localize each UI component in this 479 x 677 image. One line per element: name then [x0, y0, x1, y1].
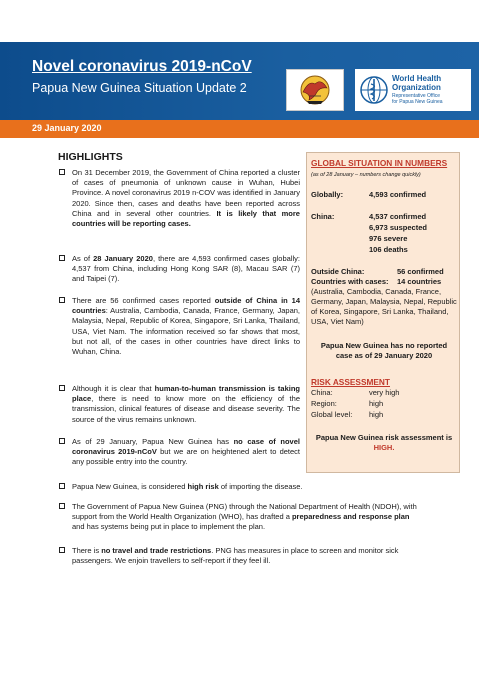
bullet-text: On 31 December 2019, the Government of China reported a cluster of cases of pneumonia of unknown cause in Wuhan, Hubei Province. A novel coronavirus 2019 n-COV was identified in January 2020. Since then, cases and deaths have been reported across China and in several other countries.	[72, 168, 300, 218]
bullet-text: The Government of Papua New Guinea (PNG) through the National Department of Health (NDOH), with support from the World Health Organization (WHO), has drafted a	[72, 502, 417, 522]
highlights-title: HIGHLIGHTS	[58, 151, 123, 163]
china-deaths: 106 deaths	[369, 245, 408, 254]
china-label: China:	[311, 212, 335, 221]
png-risk-text: Papua New Guinea risk assessment is	[315, 433, 453, 442]
bullet-bold: 28 January 2020	[93, 254, 153, 263]
bullet-text: but we are on heightened alert to detect any possible entry into the country.	[72, 447, 300, 467]
who-logo	[355, 69, 471, 111]
bullet-text: As of	[72, 254, 94, 263]
checkbox-bullet-icon	[59, 297, 65, 303]
bullet-text: As of 29 January, Papua New Guinea has	[72, 437, 234, 446]
highlight-bullet-1	[72, 168, 300, 229]
checkbox-bullet-icon	[59, 547, 65, 553]
highlight-bullet-5	[72, 437, 300, 468]
countries-label: Countries with cases:	[311, 277, 389, 286]
bullet-text: Papua New Guinea, is considered	[72, 482, 188, 491]
date-bar	[0, 120, 479, 138]
bullet-bold: no travel and trade restrictions	[101, 546, 212, 555]
highlight-bullet-3	[72, 296, 300, 357]
countries-value: 14 countries	[397, 277, 442, 286]
china-suspected: 6,973 suspected	[369, 223, 427, 232]
checkbox-bullet-icon	[59, 255, 65, 261]
checkbox-bullet-icon	[59, 503, 65, 509]
who-office	[392, 93, 443, 105]
global-situation-note: (as of 28 January – numbers change quickly)	[311, 172, 421, 178]
outside-china-label: Outside China:	[311, 267, 365, 276]
bullet-bold: preparedness and response plan	[291, 512, 410, 522]
highlight-bullet-8	[72, 546, 422, 566]
risk-region-label: Region:	[311, 399, 337, 408]
checkbox-bullet-icon	[59, 169, 65, 175]
document-subtitle: Papua New Guinea Situation Update 2	[32, 81, 247, 95]
who-office-line2: for Papua New Guinea	[392, 99, 443, 105]
who-office-line1: Representative Office	[392, 93, 440, 99]
document-title: Novel coronavirus 2019-nCoV	[32, 58, 252, 75]
who-emblem-icon	[359, 75, 389, 105]
global-situation-title: GLOBAL SITUATION IN NUMBERS	[311, 158, 448, 168]
bullet-text: There is	[72, 546, 102, 555]
png-emblem-logo	[286, 69, 344, 111]
bullet-text: : Australia, Cambodia, Canada, France, Germany, Japan, Malaysia, Nepal, Republic of Korea, Singapore, Sri Lanka, Thailand, USA, Viet Nam. The information received so far shows that most, but not all, of the cases in other countries have direct links to Wuhan, China.	[72, 306, 300, 357]
report-date: 29 January 2020	[32, 123, 102, 133]
highlight-bullet-4	[72, 384, 300, 425]
bullet-bold: It is likely that more countries will be reporting cases.	[72, 208, 300, 229]
png-risk-statement	[313, 433, 455, 453]
highlight-bullet-6	[72, 482, 422, 492]
bullet-text: and has systems being put in place to implement the plan.	[72, 522, 266, 532]
risk-region-value: high	[369, 399, 384, 408]
highlight-bullet-2	[72, 254, 300, 285]
who-name-line2: Organization	[392, 82, 441, 92]
bullet-text: . PNG has measures in place to screen and monitor sick passengers. We enjoin travellers to self-report if they feel ill.	[72, 546, 399, 566]
png-bird-emblem-icon	[287, 70, 343, 110]
bullet-bold: no case of novel coronavirus 2019-nCoV	[72, 437, 300, 457]
png-status: Papua New Guinea has no reported case as of 29 January 2020	[320, 341, 448, 360]
risk-assessment-title: RISK ASSESSMENT	[311, 377, 390, 387]
globally-value: 4,593 confirmed	[369, 190, 427, 199]
highlight-bullet-7	[72, 502, 422, 533]
china-severe: 976 severe	[369, 234, 408, 243]
bullet-text: , there is need to know more on the efficiency of the transmission, clinical features of disease and disease severity. The source of the virus remains unknown.	[72, 394, 300, 424]
risk-global-value: high	[369, 410, 384, 419]
who-name-line1: World Health	[392, 74, 442, 83]
risk-china-value: very high	[369, 388, 400, 397]
bullet-text: There are 56 confirmed cases reported	[72, 296, 215, 305]
bullet-bold: high risk	[187, 482, 219, 491]
global-situation-panel	[306, 152, 460, 473]
bullet-bold: outside of China in 14 countries	[72, 296, 300, 316]
globally-label: Globally:	[311, 190, 344, 199]
bullet-bold: human-to-human transmission is taking place	[72, 384, 300, 404]
checkbox-bullet-icon	[59, 483, 65, 489]
risk-global-label: Global level:	[311, 410, 353, 419]
checkbox-bullet-icon	[59, 438, 65, 444]
png-risk-value: HIGH.	[373, 443, 395, 452]
bullet-text: of importing the disease.	[218, 482, 303, 491]
checkbox-bullet-icon	[59, 385, 65, 391]
who-name	[392, 75, 441, 92]
header-banner	[0, 42, 479, 120]
bullet-text: , there are 4,593 confirmed cases globally: 4,537 from China, including Hong Kong SAR (8), Macau SAR (7) and Taipei (7).	[72, 254, 300, 284]
top-margin	[0, 0, 479, 42]
china-confirmed: 4,537 confirmed	[369, 212, 427, 221]
outside-china-value: 56 confirmed	[397, 267, 444, 276]
risk-china-label: China:	[311, 388, 333, 397]
countries-list: (Australia, Cambodia, Canada, France, Germany, Japan, Malaysia, Nepal, Republic of Korea, Singapore, Sri Lanka, Thailand, USA, Viet Nam)	[311, 287, 457, 326]
bullet-text: Although it is clear that	[72, 384, 155, 393]
